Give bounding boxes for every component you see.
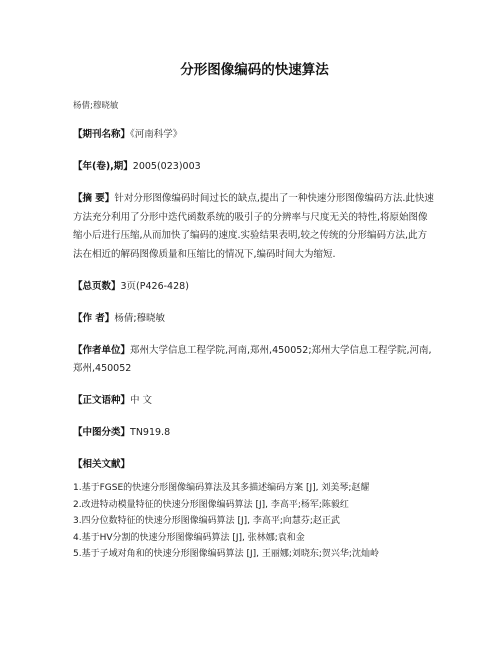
authors-label: 【作 者】	[73, 313, 115, 324]
affiliation-field	[73, 342, 436, 378]
classification-field	[73, 424, 436, 442]
classification-value: TN919.8	[130, 427, 171, 438]
classification-label: 【中图分类】	[73, 427, 131, 438]
affiliation-label: 【作者单位】	[73, 345, 131, 356]
author-line: 杨倩;穆晓敏	[73, 101, 119, 111]
pages-value: 3页(P426-428)	[120, 281, 189, 292]
journal-field	[73, 126, 436, 144]
year-issue-field	[73, 158, 436, 176]
document-title: 分形图像编码的快速算法	[180, 62, 329, 78]
affiliation-value: 郑州大学信息工程学院,河南,郑州,450052;郑州大学信息工程学院,河南,郑州,450052	[73, 345, 432, 374]
year-issue-label: 【年(卷),期】	[73, 161, 133, 172]
language-field	[73, 392, 436, 410]
authors-field	[73, 310, 436, 328]
year-issue-value: 2005(023)003	[132, 161, 201, 172]
related-literature-item[interactable]: 5.基于子域对角和的快速分形图像编码算法 [J], 王丽娜;刘晓东;贺兴华;沈灿岭	[73, 549, 379, 559]
abstract-label: 【摘 要】	[73, 193, 115, 204]
authors-value: 杨倩;穆晓敏	[114, 313, 166, 324]
pages-label: 【总页数】	[73, 281, 121, 292]
language-value: 中 文	[130, 395, 153, 406]
related-literature-item[interactable]: 2.改进特动模量特征的快速分形图像编码算法 [J], 李高平;杨军;陈毅红	[73, 499, 349, 510]
journal-label: 【期刊名称】	[73, 129, 131, 140]
pages-field	[73, 278, 436, 296]
related-literature-heading: 【相关文献】	[73, 459, 131, 470]
related-literature-list	[73, 480, 436, 563]
related-literature-item[interactable]: 1.基于FGSE的快速分形图像编码算法及其多描述编码方案 [J], 刘美琴;赵耀	[73, 483, 370, 493]
journal-value: 《河南科学》	[130, 129, 183, 140]
abstract-value: 针对分形图像编码时间过长的缺点,提出了一种快速分形图像编码方法.此快速方法充分利用了分形中迭代函数系统的吸引子的分辨率与尺度无关的特性,将原始图像缩小后进行压缩,从而加快了编码的速度.实验结果表明,较之传统的分形编码方法,此方法在相近的解码图像质量和压缩比的情况下,编码时间大为缩短.	[73, 193, 434, 260]
related-literature-item[interactable]: 4.基于HV分割的快速分形图像编码算法 [J], 张林娜;袁和金	[73, 532, 305, 543]
abstract-field	[73, 190, 436, 264]
language-label: 【正文语种】	[73, 395, 131, 406]
related-literature-item[interactable]: 3.四分位数特征的快速分形图像编码算法 [J], 李高平;向慧芬;赵正武	[73, 516, 340, 526]
